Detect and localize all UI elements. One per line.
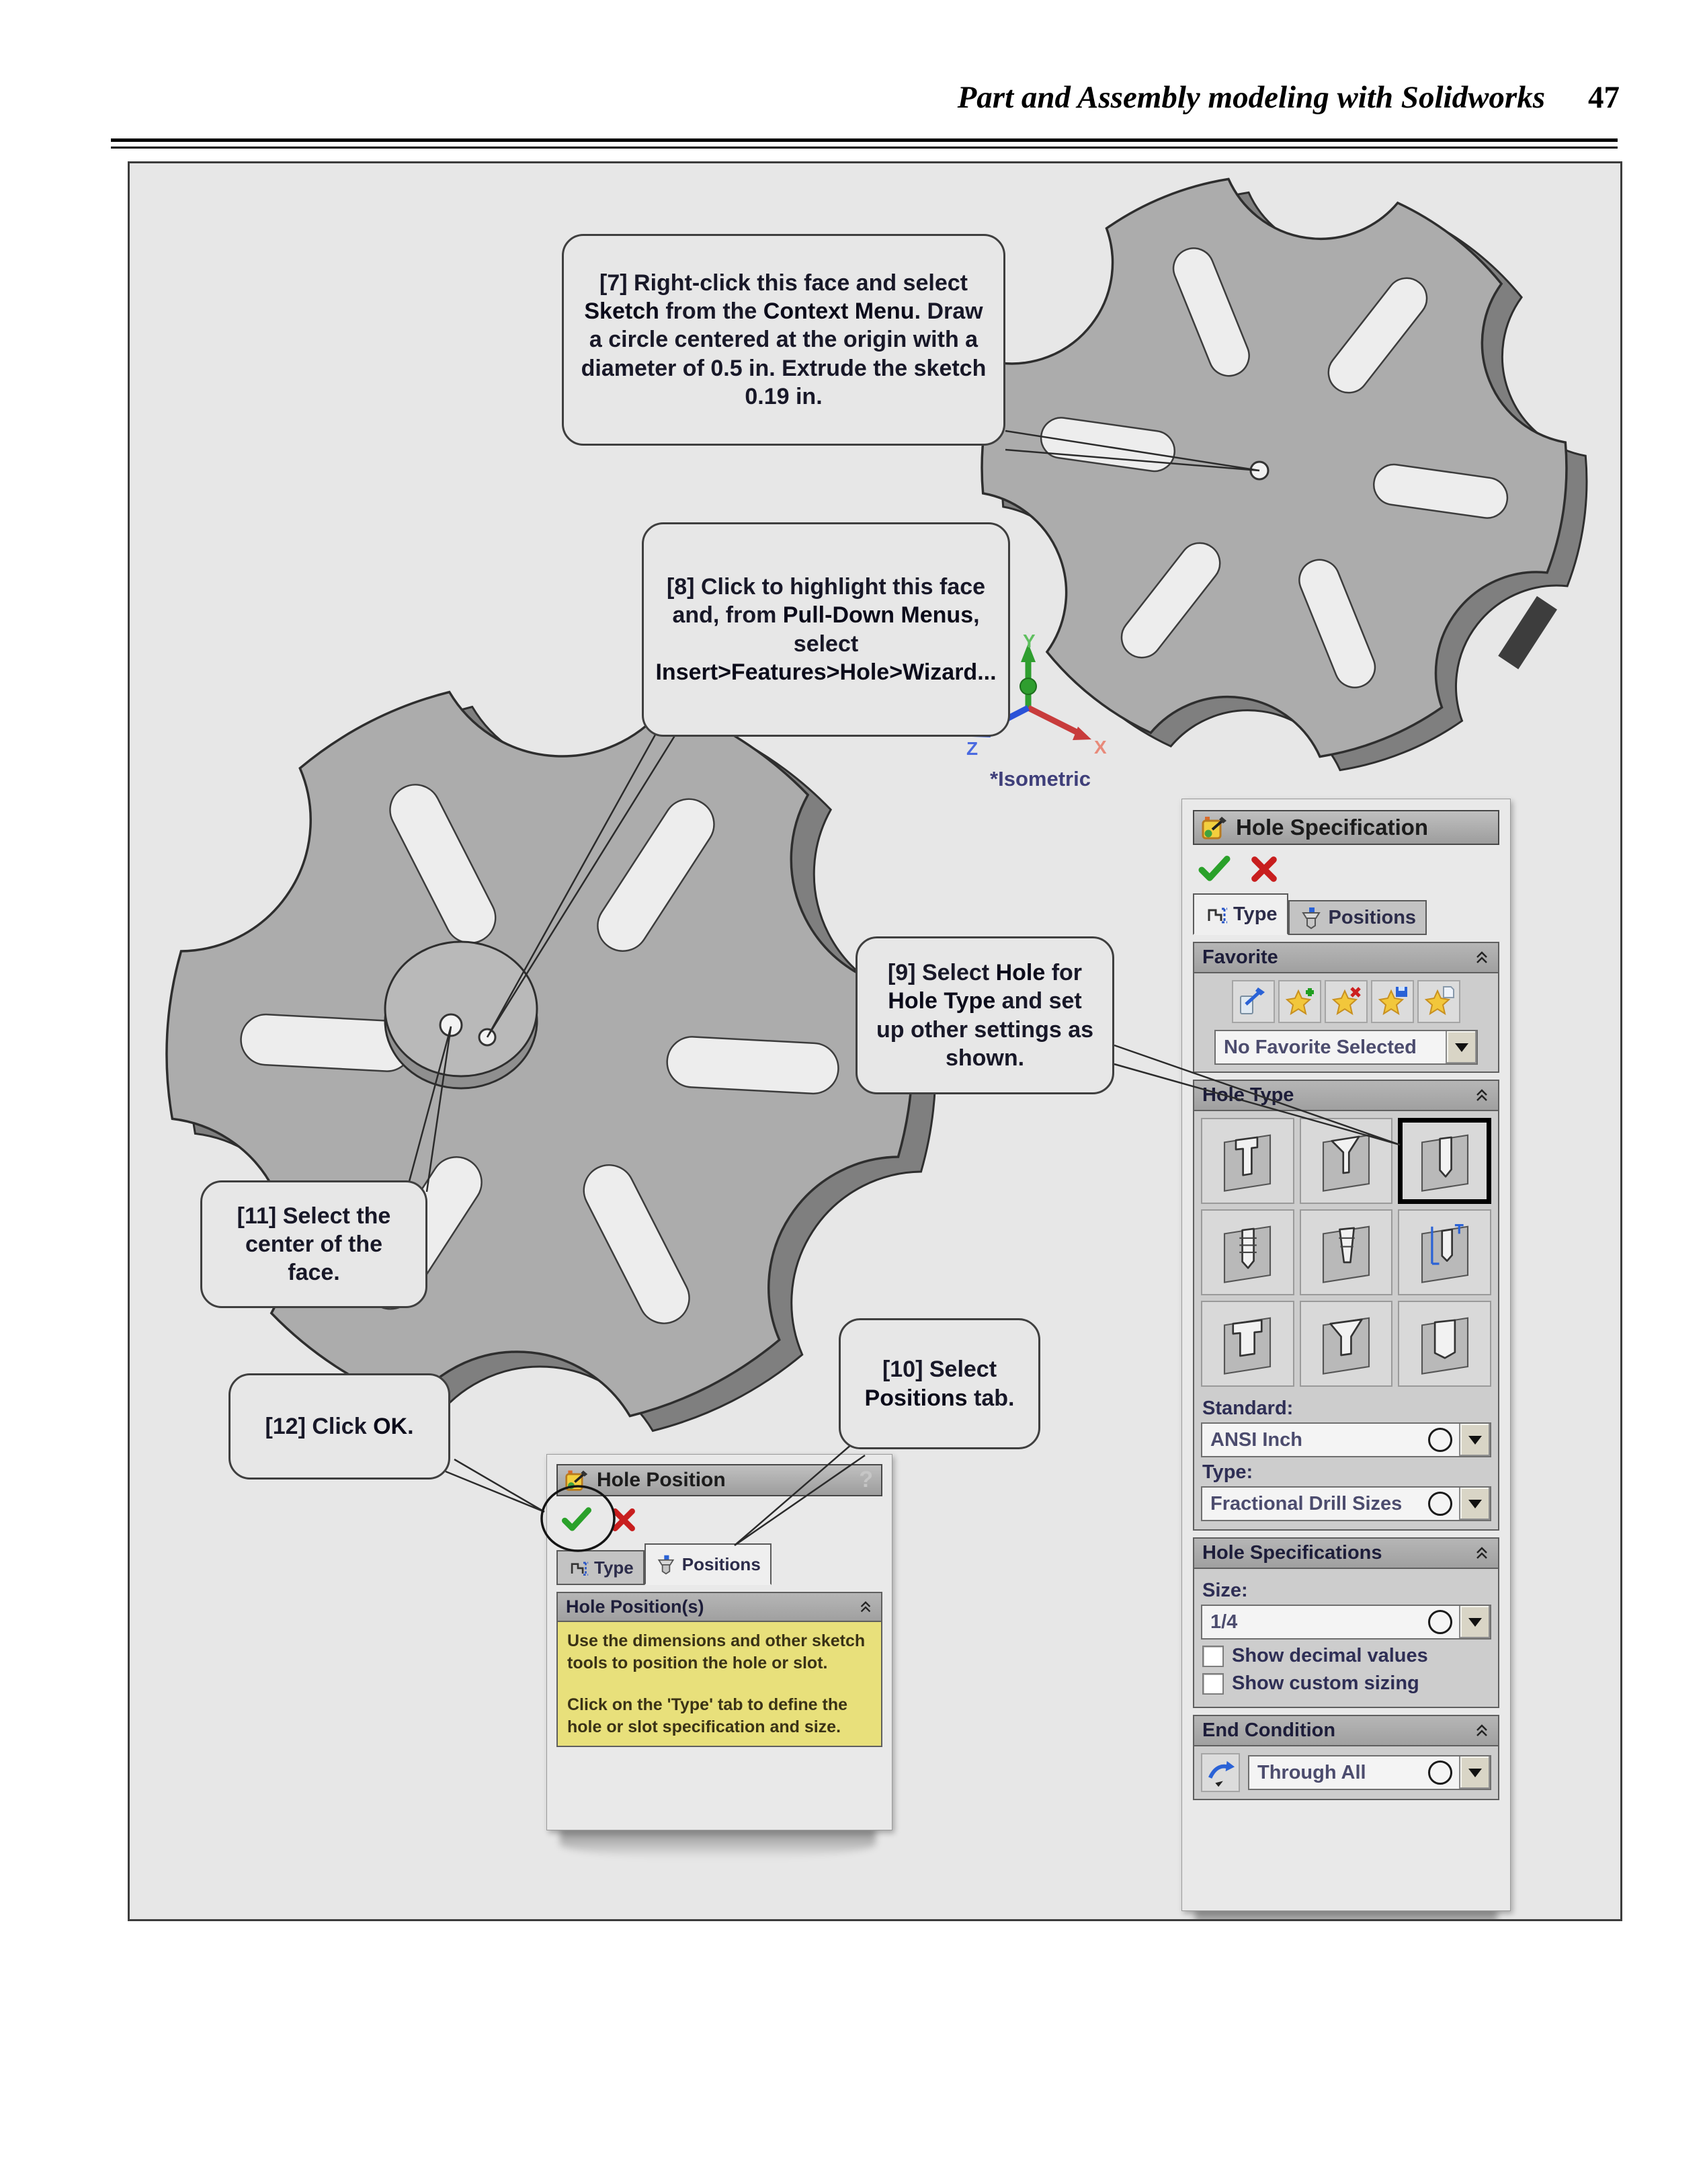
axis-x-label: X [1094, 737, 1107, 758]
save-favorite-icon [1376, 985, 1409, 1018]
down-arrow-icon [1455, 1043, 1468, 1052]
tapered-tap-icon [1310, 1218, 1382, 1287]
tab-positions-label: Positions [1328, 906, 1417, 928]
type-dropdown[interactable] [1201, 1486, 1491, 1521]
circle-glyph-icon [1428, 1761, 1452, 1785]
hole-type-group [1193, 1080, 1499, 1531]
down-arrow-icon [1468, 1436, 1482, 1445]
reverse-direction-button[interactable] [1201, 1753, 1240, 1792]
hole-type-grid [1194, 1111, 1498, 1393]
hole-type-countersink-slot-button[interactable] [1300, 1301, 1393, 1387]
circle-glyph-icon [1428, 1428, 1452, 1452]
header-title: Part and Assembly modeling with Solidworks [957, 80, 1545, 115]
end-condition-header[interactable] [1194, 1716, 1498, 1746]
end-condition-dropdown[interactable] [1248, 1755, 1491, 1790]
hole-position-tabs [556, 1543, 882, 1585]
callout-step-7 [562, 234, 1005, 446]
tab-type[interactable] [1193, 893, 1288, 935]
hole-wizard-icon [565, 1468, 589, 1492]
tab-type-label: Type [1233, 903, 1278, 925]
hole-positions-group-header[interactable] [558, 1593, 881, 1622]
hole-position-info-box [558, 1622, 881, 1746]
standard-type-block [1194, 1398, 1498, 1529]
end-condition-body [1194, 1746, 1498, 1799]
standard-dropdown-arrow-button[interactable] [1459, 1424, 1490, 1456]
show-custom-sizing-checkbox[interactable] [1202, 1673, 1224, 1695]
tab-positions[interactable] [1288, 900, 1427, 935]
hole-specification-title: Hole Specification [1236, 815, 1429, 840]
down-arrow-icon [1468, 1618, 1482, 1627]
favorite-group [1193, 942, 1499, 1073]
collapse-chevron-icon[interactable] [1474, 950, 1490, 966]
tab-type-label: Type [594, 1557, 634, 1578]
info-paragraph-2: Click on the 'Type' tab to define the hole or slot specification and size. [567, 1695, 848, 1736]
show-decimal-values-checkbox[interactable] [1202, 1646, 1224, 1667]
size-dropdown-arrow-button[interactable] [1459, 1606, 1490, 1638]
hole-position-title: Hole Position [597, 1469, 726, 1491]
size-dropdown[interactable] [1201, 1605, 1491, 1640]
hole-type-group-header[interactable] [1194, 1081, 1498, 1111]
favorite-dropdown[interactable] [1214, 1030, 1478, 1065]
hole-specifications-body [1194, 1569, 1498, 1707]
hole-specifications-header-label: Hole Specifications [1202, 1542, 1382, 1564]
type-label: Type: [1202, 1461, 1253, 1483]
hole-specification-panel [1181, 799, 1511, 1911]
hole-type-straight-tap-button[interactable] [1201, 1209, 1294, 1295]
page-number: 47 [1588, 80, 1620, 115]
favorite-group-header[interactable] [1194, 943, 1498, 973]
callout-step-11 [200, 1180, 427, 1308]
isometric-view-label: *Isometric [990, 767, 1091, 791]
hole-specifications-header[interactable] [1194, 1539, 1498, 1569]
callout-step-9-text: [9] Select Hole for Hole Type and set up other settings as shown. [876, 960, 1094, 1071]
hole-positions-header-label: Hole Position(s) [566, 1596, 704, 1617]
callout-step-9 [856, 936, 1114, 1094]
positions-tab-icon [655, 1553, 677, 1575]
tab-positions[interactable] [644, 1543, 772, 1585]
panel-curl-shadow [560, 1829, 876, 1859]
help-icon[interactable]: ? [859, 1467, 873, 1492]
figure-frame [128, 161, 1622, 1921]
callout-step-12-text: [12] Click OK. [265, 1413, 414, 1439]
callout-step-10-text: [10] Select Positions tab. [864, 1357, 1015, 1411]
hole-spec-tabs [1193, 893, 1499, 935]
counterbore-icon [1212, 1127, 1283, 1195]
ok-cancel-row [556, 1503, 882, 1537]
legacy-hole-icon [1409, 1218, 1481, 1287]
hole-specifications-group [1193, 1537, 1499, 1708]
apply-defaults-icon [1237, 985, 1269, 1018]
end-condition-dropdown-arrow-button[interactable] [1459, 1756, 1490, 1789]
callout-step-10 [839, 1318, 1040, 1449]
counterbore-slot-icon [1212, 1309, 1283, 1378]
delete-favorite-button[interactable] [1325, 980, 1368, 1023]
show-decimal-values-label: Show decimal values [1232, 1645, 1428, 1666]
hole-type-counterbore-button[interactable] [1201, 1118, 1294, 1204]
end-condition-group [1193, 1715, 1499, 1800]
callout-step-12 [228, 1373, 450, 1480]
standard-dropdown[interactable] [1201, 1422, 1491, 1457]
favorite-group-body [1194, 973, 1498, 1071]
down-arrow-icon [1468, 1769, 1482, 1777]
hole-icon [1409, 1127, 1481, 1195]
circle-glyph-icon [1428, 1610, 1452, 1634]
reverse-direction-icon [1205, 1757, 1236, 1788]
down-arrow-icon [1468, 1500, 1482, 1508]
hole-type-hole-button[interactable] [1398, 1118, 1491, 1204]
header-rule [111, 138, 1618, 149]
size-value: 1/4 [1210, 1611, 1238, 1633]
show-decimal-values-row[interactable] [1202, 1645, 1490, 1667]
collapse-chevron-icon[interactable] [858, 1600, 873, 1615]
ok-check-button[interactable] [1198, 856, 1231, 883]
ok-check-button[interactable] [562, 1507, 591, 1533]
favorite-header-label: Favorite [1202, 946, 1278, 968]
hole-positions-group [556, 1592, 882, 1747]
panel-curl-shadow [1195, 1910, 1497, 1921]
end-condition-value: Through All [1257, 1761, 1366, 1783]
hole-wizard-icon [1201, 814, 1228, 841]
save-favorite-button[interactable] [1371, 980, 1414, 1023]
show-custom-sizing-label: Show custom sizing [1232, 1672, 1419, 1694]
countersink-slot-icon [1310, 1309, 1382, 1378]
type-value: Fractional Drill Sizes [1210, 1492, 1403, 1514]
hole-type-header-label: Hole Type [1202, 1084, 1294, 1106]
hole-type-countersink-button[interactable] [1300, 1118, 1393, 1204]
hole-specification-titlebar[interactable] [1193, 810, 1499, 845]
favorite-dropdown-value: No Favorite Selected [1224, 1036, 1417, 1058]
hole-position-panel [546, 1454, 892, 1830]
callout-step-11-text: [11] Select the center of the face. [237, 1203, 391, 1286]
circle-glyph-icon [1428, 1492, 1452, 1516]
positions-tab-icon [1299, 905, 1323, 930]
load-favorite-button[interactable] [1417, 980, 1460, 1023]
tab-positions-label: Positions [681, 1553, 761, 1574]
apply-defaults-button[interactable] [1232, 980, 1275, 1023]
hole-type-slot-button[interactable] [1398, 1301, 1491, 1387]
size-label: Size: [1202, 1580, 1248, 1601]
collapse-chevron-icon[interactable] [1474, 1088, 1490, 1104]
hole-type-legacy-button[interactable] [1398, 1209, 1491, 1295]
hole-type-counterbore-slot-button[interactable] [1201, 1301, 1294, 1387]
ok-cancel-row [1193, 852, 1499, 887]
type-tab-icon [567, 1557, 589, 1578]
collapse-chevron-icon[interactable] [1474, 1723, 1490, 1739]
favorite-dropdown-arrow-button[interactable] [1446, 1031, 1476, 1063]
info-paragraph-1: Use the dimensions and other sketch tools to position the hole or slot. [567, 1631, 866, 1672]
add-favorite-icon [1284, 985, 1316, 1018]
straight-tap-icon [1212, 1218, 1283, 1287]
axis-y-label: Y [1023, 634, 1036, 651]
slot-icon [1409, 1309, 1481, 1378]
countersink-icon [1310, 1127, 1382, 1195]
hole-type-tapered-tap-button[interactable] [1300, 1209, 1393, 1295]
callout-step-8 [642, 522, 1010, 737]
collapse-chevron-icon[interactable] [1474, 1545, 1490, 1562]
type-dropdown-arrow-button[interactable] [1459, 1488, 1490, 1520]
callout-step-8-text: [8] Click to highlight this face and, from Pull-Down Menus, select Insert>Features>Hole>Wizard... [655, 574, 997, 685]
end-condition-header-label: End Condition [1202, 1720, 1336, 1741]
cancel-x-button[interactable] [1251, 856, 1278, 883]
hole-position-titlebar[interactable] [556, 1464, 882, 1496]
load-favorite-icon [1423, 985, 1455, 1018]
standard-value: ANSI Inch [1210, 1428, 1302, 1451]
cancel-x-button[interactable] [612, 1508, 636, 1532]
axis-z-label: Z [966, 738, 979, 759]
add-favorite-button[interactable] [1278, 980, 1321, 1023]
delete-favorite-icon [1330, 985, 1362, 1018]
callout-step-7-text: [7] Right-click this face and select Sketch from the Context Menu. Draw a circle centered at the origin with a diameter of 0.5 in. Extrude the sketch 0.19 in. [581, 270, 987, 409]
show-custom-sizing-row[interactable] [1202, 1672, 1490, 1695]
favorite-buttons-row [1201, 980, 1491, 1023]
page-header [958, 79, 1620, 116]
standard-label: Standard: [1202, 1398, 1294, 1419]
type-tab-icon [1204, 902, 1228, 926]
tab-type[interactable] [556, 1550, 644, 1585]
